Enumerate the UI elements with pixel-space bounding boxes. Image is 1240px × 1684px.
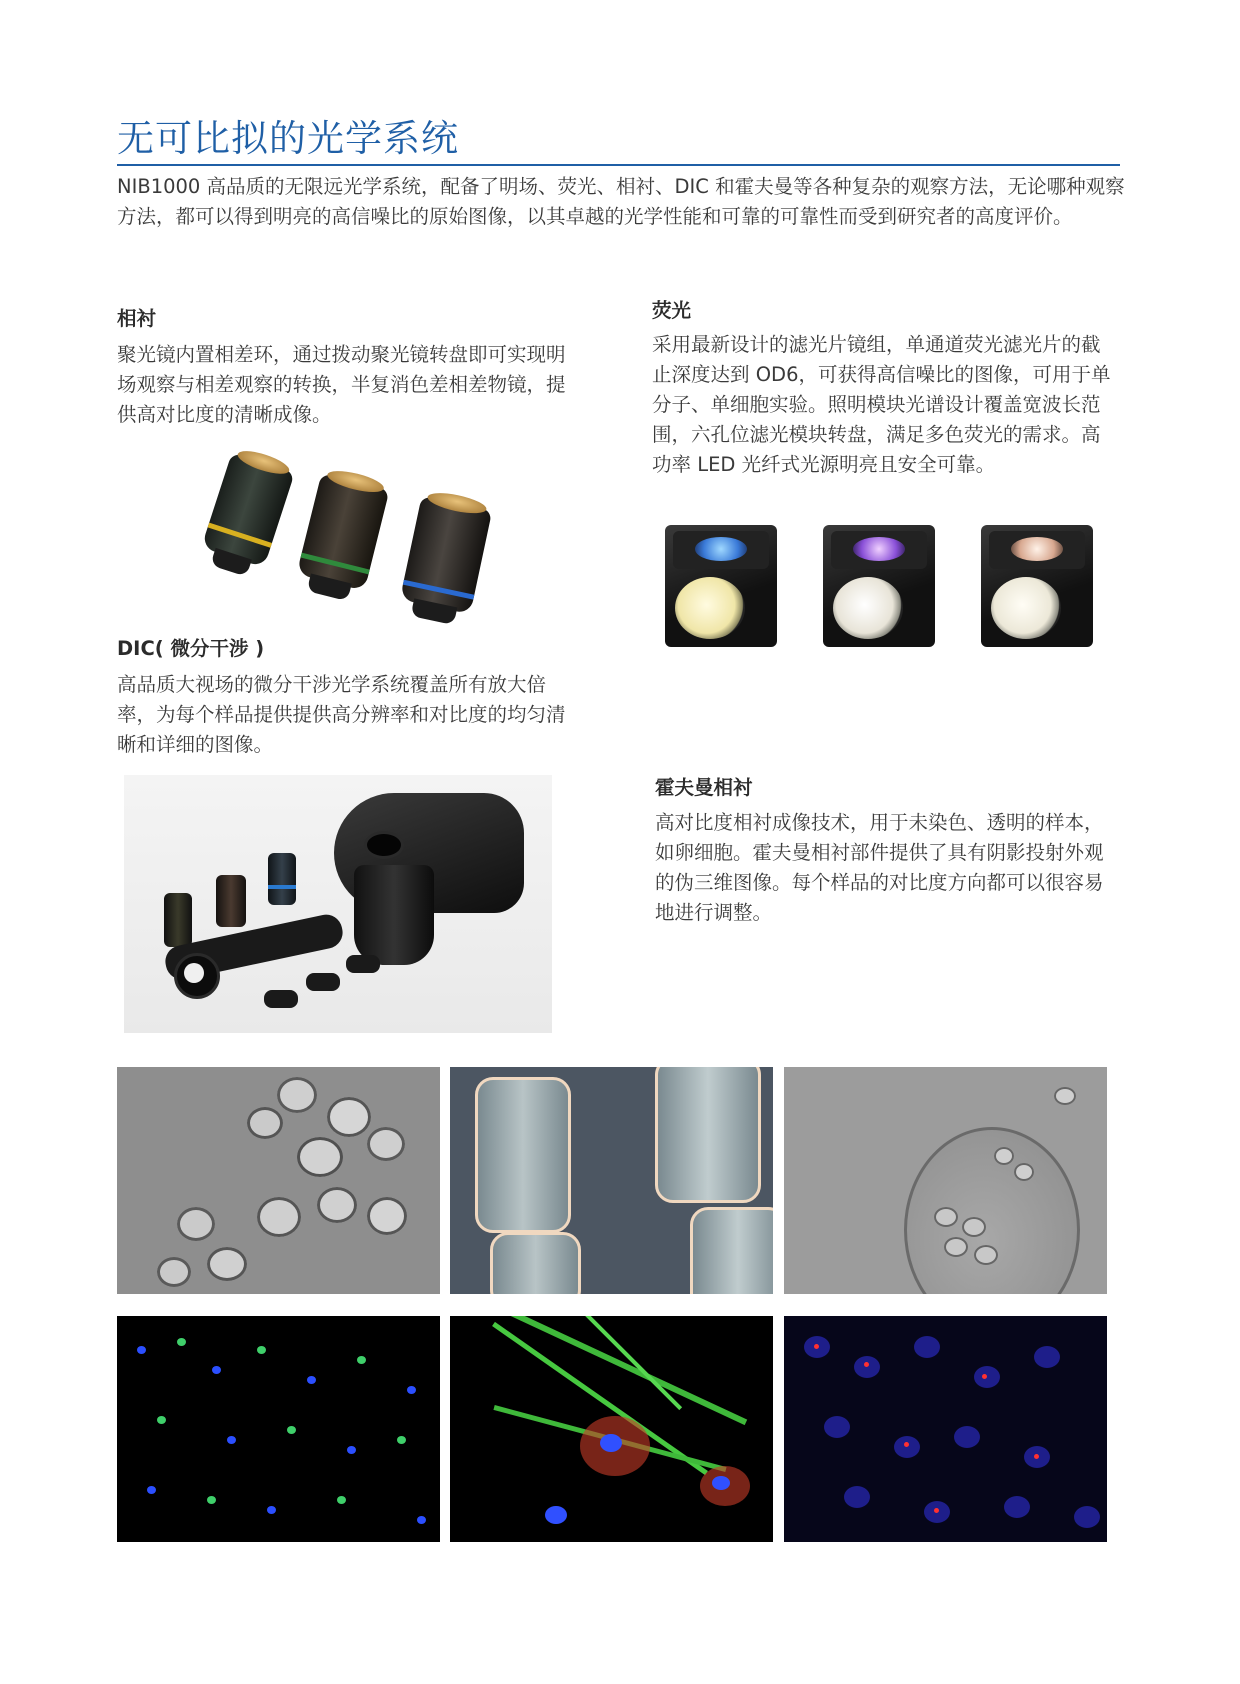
intro-paragraph: NIB1000 高品质的无限远光学系统，配备了明场、荧光、相衬、DIC 和霍夫曼等各种复杂的观察方法，无论哪种观察方法，都可以得到明亮的高信噪比的原始图像，以其卓越的光学性能和可靠的可靠性而受到研究者的高度评价。 — [117, 175, 1125, 228]
objective-lens-green — [296, 473, 389, 591]
micrograph-dic-diatoms — [450, 1067, 773, 1294]
hoffman-heading: 霍夫曼相衬 — [655, 776, 753, 799]
page-title: 无可比拟的光学系统 — [117, 117, 459, 160]
prism-3 — [346, 955, 380, 973]
phase-contrast-text: 聚光镜内置相差环，通过拨动聚光镜转盘即可实现明场观察与相差观察的转换，半复消色差相差物镜，提供高对比度的清晰成像。 — [117, 343, 566, 426]
micrograph-hoffman-egg — [784, 1067, 1107, 1294]
fluorescence-text: 采用最新设计的滤光片镜组，单通道荧光滤光片的截止深度达到 OD6，可获得高信噪比的图像，可用于单分子、单细胞实验。照明模块光谱设计覆盖宽波长范围，六孔位滤光模块转盘，满足多色荧光的需求。高功率 LED 光纤式光源明亮且安全可靠。 — [652, 333, 1111, 476]
objective-lenses-photo — [190, 450, 520, 630]
micrograph-fluorescence-red-spots — [784, 1316, 1107, 1542]
filter-cube-violet — [823, 525, 935, 647]
condenser-body — [354, 865, 434, 965]
micrograph-fluorescence-fibroblasts — [450, 1316, 773, 1542]
dic-text: 高品质大视场的微分干涉光学系统覆盖所有放大倍率，为每个样品提供提供高分辨率和对比度的均匀清晰和详细的图像。 — [117, 673, 566, 756]
small-objective-1 — [164, 893, 192, 947]
objective-lens-blue — [400, 496, 492, 615]
objective-lens-yellow — [201, 452, 295, 568]
filter-cube-blue — [665, 525, 777, 647]
dic-components-photo — [124, 775, 552, 1033]
dic-heading: DIC( 微分干涉 ) — [117, 637, 265, 660]
prism-1 — [264, 990, 298, 1008]
fluorescence-heading: 荧光 — [652, 299, 692, 322]
title-divider — [117, 164, 1120, 166]
micrograph-fluorescence-nuclei — [117, 1316, 440, 1542]
phase-contrast-heading: 相衬 — [117, 307, 157, 330]
small-objective-3 — [268, 853, 296, 905]
small-objective-2 — [216, 875, 246, 927]
turret-aperture — [364, 831, 404, 859]
hoffman-text: 高对比度相衬成像技术，用于未染色、透明的样本，如卵细胞。霍夫曼相衬部件提供了具有阴影投射外观的伪三维图像。每个样品的对比度方向都可以很容易地进行调整。 — [655, 811, 1104, 924]
filter-cube-clear — [981, 525, 1093, 647]
filter-cubes-photo — [655, 515, 1115, 675]
micrograph-phase-contrast-cells — [117, 1067, 440, 1294]
prism-2 — [306, 973, 340, 991]
